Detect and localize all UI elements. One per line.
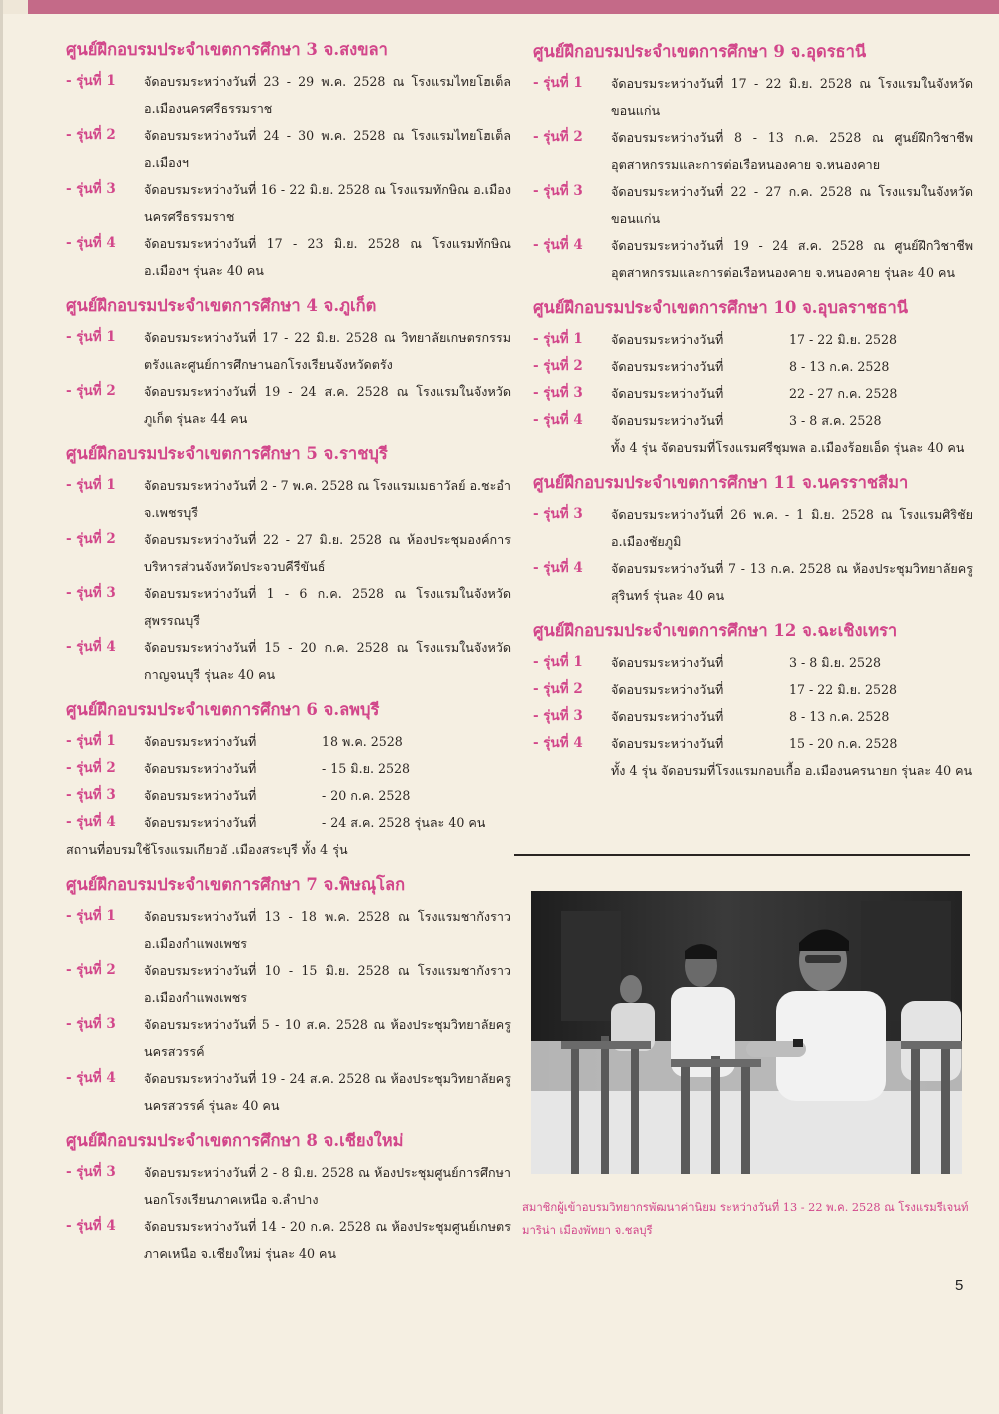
section-title: ศูนย์ฝึกอบรมประจำเขตการศึกษา 9 จ.อุดรธานี [533, 42, 867, 61]
item-label: - รุ่นที่ 2 [66, 760, 116, 776]
section-region-5 [66, 442, 511, 688]
list-item [66, 526, 511, 580]
item-label: - รุ่นที่ 4 [66, 1070, 116, 1086]
list-item [66, 472, 511, 526]
list-item [533, 407, 973, 434]
item-label: - รุ่นที่ 3 [66, 585, 116, 601]
item-label: - รุ่นที่ 4 [533, 237, 583, 253]
list-item [533, 501, 973, 555]
item-label: - รุ่นที่ 1 [66, 733, 116, 749]
item-label: - รุ่นที่ 4 [533, 735, 583, 751]
list-item [533, 676, 973, 703]
item-label: - รุ่นที่ 2 [66, 383, 116, 399]
item-text: จัดอบรมระหว่างวันที่ 13 - 18 พ.ค. 2528 ณ โรงแรมชากังราว อ.เมืองกำแพงเพชร [144, 909, 511, 951]
item-text: จัดอบรมระหว่างวันที่ 10 - 15 มิ.ย. 2528 ณ โรงแรมชากังราว อ.เมืองกำแพงเพชร [144, 963, 511, 1005]
right-column [533, 40, 973, 794]
item-label: - รุ่นที่ 4 [533, 560, 583, 576]
item-desc: จัดอบรมระหว่างวันที่ [144, 734, 257, 749]
item-label: - รุ่นที่ 1 [66, 908, 116, 924]
list-item [66, 755, 511, 782]
section-title: ศูนย์ฝึกอบรมประจำเขตการศึกษา 10 จ.อุบลราชธานี [533, 298, 908, 317]
section-region-6 [66, 698, 511, 863]
list-item [66, 634, 511, 688]
item-label: - รุ่นที่ 4 [66, 639, 116, 655]
item-label: - รุ่นที่ 2 [66, 531, 116, 547]
item-date: 17 - 22 มิ.ย. 2528 [789, 682, 898, 697]
section-region-3 [66, 38, 511, 284]
item-label: - รุ่นที่ 4 [66, 814, 116, 830]
section-title: ศูนย์ฝึกอบรมประจำเขตการศึกษา 5 จ.ราชบุรี [66, 444, 388, 463]
section-region-12 [533, 619, 973, 784]
item-text: จัดอบรมระหว่างวันที่ 17 - 22 มิ.ย. 2528 ณ วิทยาลัยเกษตรกรรมตรังและศูนย์การศึกษานอกโรงเรียนจังหวัดตรัง [144, 330, 511, 372]
list-item [66, 580, 511, 634]
item-date: 8 - 13 ก.ค. 2528 [789, 709, 890, 724]
item-date: - 24 ส.ค. 2528 รุ่นละ 40 คน [322, 815, 486, 830]
top-color-band [0, 0, 999, 14]
list-item [533, 178, 973, 232]
item-text: จัดอบรมระหว่างวันที่ 22 - 27 ก.ค. 2528 ณ โรงแรมในจังหวัดขอนแก่น [611, 184, 973, 226]
item-desc: จัดอบรมระหว่างวันที่ [144, 761, 257, 776]
item-text: จัดอบรมระหว่างวันที่ 1 - 6 ก.ค. 2528 ณ โรงแรมในจังหวัดสุพรรณบุรี [144, 586, 511, 628]
item-desc: จัดอบรมระหว่างวันที่ [611, 386, 724, 401]
item-text: จัดอบรมระหว่างวันที่ 23 - 29 พ.ค. 2528 ณ โรงแรมไทยโฮเต็ล อ.เมืองนครศรีธรรมราช [144, 74, 511, 116]
item-text: จัดอบรมระหว่างวันที่ 7 - 13 ก.ค. 2528 ณ ห้องประชุมวิทยาลัยครูสุรินทร์ รุ่นละ 40 คน [611, 561, 973, 603]
item-label: - รุ่นที่ 1 [533, 75, 583, 91]
page-number: 5 [955, 1277, 964, 1294]
item-desc: จัดอบรมระหว่างวันที่ [611, 655, 724, 670]
item-label: - รุ่นที่ 1 [533, 331, 583, 347]
item-desc: จัดอบรมระหว่างวันที่ [611, 332, 724, 347]
item-text: จัดอบรมระหว่างวันที่ 26 พ.ค. - 1 มิ.ย. 2528 ณ โรงแรมศิริชัย อ.เมืองชัยภูมิ [611, 507, 973, 549]
list-item [533, 730, 973, 757]
item-date: 8 - 13 ก.ค. 2528 [789, 359, 890, 374]
section-region-9 [533, 40, 973, 286]
item-label: - รุ่นที่ 3 [66, 787, 116, 803]
list-item [533, 380, 973, 407]
section-region-10 [533, 296, 973, 461]
item-label: - รุ่นที่ 4 [533, 412, 583, 428]
item-text: จัดอบรมระหว่างวันที่ 17 - 22 มิ.ย. 2528 ณ โรงแรมในจังหวัดขอนแก่น [611, 76, 973, 118]
list-item [66, 809, 511, 836]
item-label: - รุ่นที่ 1 [66, 477, 116, 493]
item-label: - รุ่นที่ 2 [66, 127, 116, 143]
photo-caption: สมาชิกผู้เข้าอบรมวิทยากรพัฒนาค่านิยม ระหว่างวันที่ 13 - 22 พ.ค. 2528 ณ โรงแรมรีเจนท์มาริน่า เมืองพัทยา จ.ชลบุรี [522, 1201, 969, 1237]
item-text: จัดอบรมระหว่างวันที่ 14 - 20 ก.ค. 2528 ณ ห้องประชุมศูนย์เกษตรภาคเหนือ จ.เชียงใหม่ รุ่นละ 40 คน [144, 1219, 511, 1261]
list-item [66, 378, 511, 432]
section-region-8 [66, 1129, 511, 1267]
list-item [66, 1213, 511, 1267]
item-label: - รุ่นที่ 2 [66, 962, 116, 978]
item-desc: จัดอบรมระหว่างวันที่ [144, 788, 257, 803]
item-date: 18 พ.ค. 2528 [322, 734, 403, 749]
section-note: ทั้ง 4 รุ่น จัดอบรมที่โรงแรมศรีชุมพล อ.เมืองร้อยเอ็ด รุ่นละ 40 คน [611, 440, 965, 455]
item-date: - 20 ก.ค. 2528 [322, 788, 411, 803]
item-date: 3 - 8 มิ.ย. 2528 [789, 655, 882, 670]
item-desc: จัดอบรมระหว่างวันที่ [144, 815, 257, 830]
item-text: จัดอบรมระหว่างวันที่ 19 - 24 ส.ค. 2528 ณ โรงแรมในจังหวัดภูเก็ต รุ่นละ 44 คน [144, 384, 511, 426]
item-text: จัดอบรมระหว่างวันที่ 8 - 13 ก.ค. 2528 ณ ศูนย์ฝึกวิชาชีพอุตสาหกรรมและการต่อเรือหนองคาย จ.หนองคาย [611, 130, 973, 172]
list-item [66, 122, 511, 176]
item-label: - รุ่นที่ 3 [533, 183, 583, 199]
list-item [66, 728, 511, 755]
item-label: - รุ่นที่ 1 [66, 73, 116, 89]
section-note: ทั้ง 4 รุ่น จัดอบรมที่โรงแรมกอบเกื้อ อ.เมืองนครนายก รุ่นละ 40 คน [611, 763, 973, 778]
section-region-4 [66, 294, 511, 432]
list-item [533, 703, 973, 730]
section-title: ศูนย์ฝึกอบรมประจำเขตการศึกษา 12 จ.ฉะเชิงเทรา [533, 621, 898, 640]
item-label: - รุ่นที่ 1 [533, 654, 583, 670]
top-band-gap [0, 0, 28, 14]
list-item [66, 324, 511, 378]
item-date: - 15 มิ.ย. 2528 [322, 761, 411, 776]
column-divider-rule [514, 854, 970, 856]
section-note: สถานที่อบรมใช้โรงแรมเกียวอั .เมืองสระบุรี ทั้ง 4 รุ่น [66, 842, 348, 857]
item-desc: จัดอบรมระหว่างวันที่ [611, 413, 724, 428]
item-label: - รุ่นที่ 3 [533, 385, 583, 401]
item-date: 3 - 8 ส.ค. 2528 [789, 413, 882, 428]
item-label: - รุ่นที่ 1 [66, 329, 116, 345]
list-item [66, 68, 511, 122]
item-label: - รุ่นที่ 3 [66, 1164, 116, 1180]
list-item [533, 353, 973, 380]
item-desc: จัดอบรมระหว่างวันที่ [611, 359, 724, 374]
item-text: จัดอบรมระหว่างวันที่ 2 - 8 มิ.ย. 2528 ณ ห้องประชุมศูนย์การศึกษานอกโรงเรียนภาคเหนือ จ.ลำปาง [144, 1165, 511, 1207]
page-edge [0, 0, 3, 1414]
item-text: จัดอบรมระหว่างวันที่ 15 - 20 ก.ค. 2528 ณ โรงแรมในจังหวัดกาญจนบุรี รุ่นละ 40 คน [144, 640, 511, 682]
item-desc: จัดอบรมระหว่างวันที่ [611, 736, 724, 751]
section-title: ศูนย์ฝึกอบรมประจำเขตการศึกษา 8 จ.เชียงใหม่ [66, 1131, 404, 1150]
list-item [66, 903, 511, 957]
list-item [533, 70, 973, 124]
item-label: - รุ่นที่ 3 [66, 1016, 116, 1032]
item-label: - รุ่นที่ 3 [533, 506, 583, 522]
item-desc: จัดอบรมระหว่างวันที่ [611, 709, 724, 724]
list-item [66, 1159, 511, 1213]
list-item [533, 326, 973, 353]
item-text: จัดอบรมระหว่างวันที่ 24 - 30 พ.ค. 2528 ณ โรงแรมไทยโฮเต็ล อ.เมืองฯ [144, 128, 511, 170]
item-label: - รุ่นที่ 3 [66, 181, 116, 197]
list-item [533, 555, 973, 609]
list-item [66, 230, 511, 284]
item-date: 17 - 22 มิ.ย. 2528 [789, 332, 898, 347]
item-label: - รุ่นที่ 2 [533, 129, 583, 145]
section-title: ศูนย์ฝึกอบรมประจำเขตการศึกษา 11 จ.นครราชสีมา [533, 473, 909, 492]
list-item [66, 176, 511, 230]
section-title: ศูนย์ฝึกอบรมประจำเขตการศึกษา 6 จ.ลพบุรี [66, 700, 380, 719]
section-title: ศูนย์ฝึกอบรมประจำเขตการศึกษา 7 จ.พิษณุโลก [66, 875, 406, 894]
item-text: จัดอบรมระหว่างวันที่ 19 - 24 ส.ค. 2528 ณ ศูนย์ฝึกวิชาชีพอุตสาหกรรมและการต่อเรือหนองคาย จ.หนองคาย รุ่นละ 40 คน [611, 238, 973, 280]
item-date: 22 - 27 ก.ค. 2528 [789, 386, 898, 401]
list-item [66, 782, 511, 809]
item-date: 15 - 20 ก.ค. 2528 [789, 736, 898, 751]
list-item [66, 1011, 511, 1065]
list-item [66, 1065, 511, 1119]
item-label: - รุ่นที่ 3 [533, 708, 583, 724]
item-label: - รุ่นที่ 2 [533, 358, 583, 374]
item-text: จัดอบรมระหว่างวันที่ 22 - 27 มิ.ย. 2528 ณ ห้องประชุมองค์การบริหารส่วนจังหวัดประจวบคีรีขันธ์ [144, 532, 511, 574]
item-text: จัดอบรมระหว่างวันที่ 16 - 22 มิ.ย. 2528 ณ โรงแรมทักษิณ อ.เมืองนครศรีธรรมราช [144, 182, 511, 224]
section-region-7 [66, 873, 511, 1119]
list-item [533, 232, 973, 286]
item-text: จัดอบรมระหว่างวันที่ 17 - 23 มิ.ย. 2528 ณ โรงแรมทักษิณ อ.เมืองฯ รุ่นละ 40 คน [144, 236, 511, 278]
section-title: ศูนย์ฝึกอบรมประจำเขตการศึกษา 3 จ.สงขลา [66, 40, 388, 59]
section-title: ศูนย์ฝึกอบรมประจำเขตการศึกษา 4 จ.ภูเก็ต [66, 296, 377, 315]
item-label: - รุ่นที่ 2 [533, 681, 583, 697]
left-column [66, 38, 511, 1277]
meeting-photo-illustration [531, 891, 962, 1174]
item-label: - รุ่นที่ 4 [66, 1218, 116, 1234]
list-item [66, 957, 511, 1011]
item-text: จัดอบรมระหว่างวันที่ 2 - 7 พ.ค. 2528 ณ โรงแรมเมธาวัลย์ อ.ชะอำ จ.เพชรบุรี [144, 478, 511, 520]
item-label: - รุ่นที่ 4 [66, 235, 116, 251]
meeting-photo [531, 891, 962, 1174]
item-text: จัดอบรมระหว่างวันที่ 5 - 10 ส.ค. 2528 ณ ห้องประชุมวิทยาลัยครูนครสวรรค์ [144, 1017, 511, 1059]
section-region-11 [533, 471, 973, 609]
list-item [533, 649, 973, 676]
list-item [533, 124, 973, 178]
item-text: จัดอบรมระหว่างวันที่ 19 - 24 ส.ค. 2528 ณ ห้องประชุมวิทยาลัยครูนครสวรรค์ รุ่นละ 40 คน [144, 1071, 511, 1113]
item-desc: จัดอบรมระหว่างวันที่ [611, 682, 724, 697]
